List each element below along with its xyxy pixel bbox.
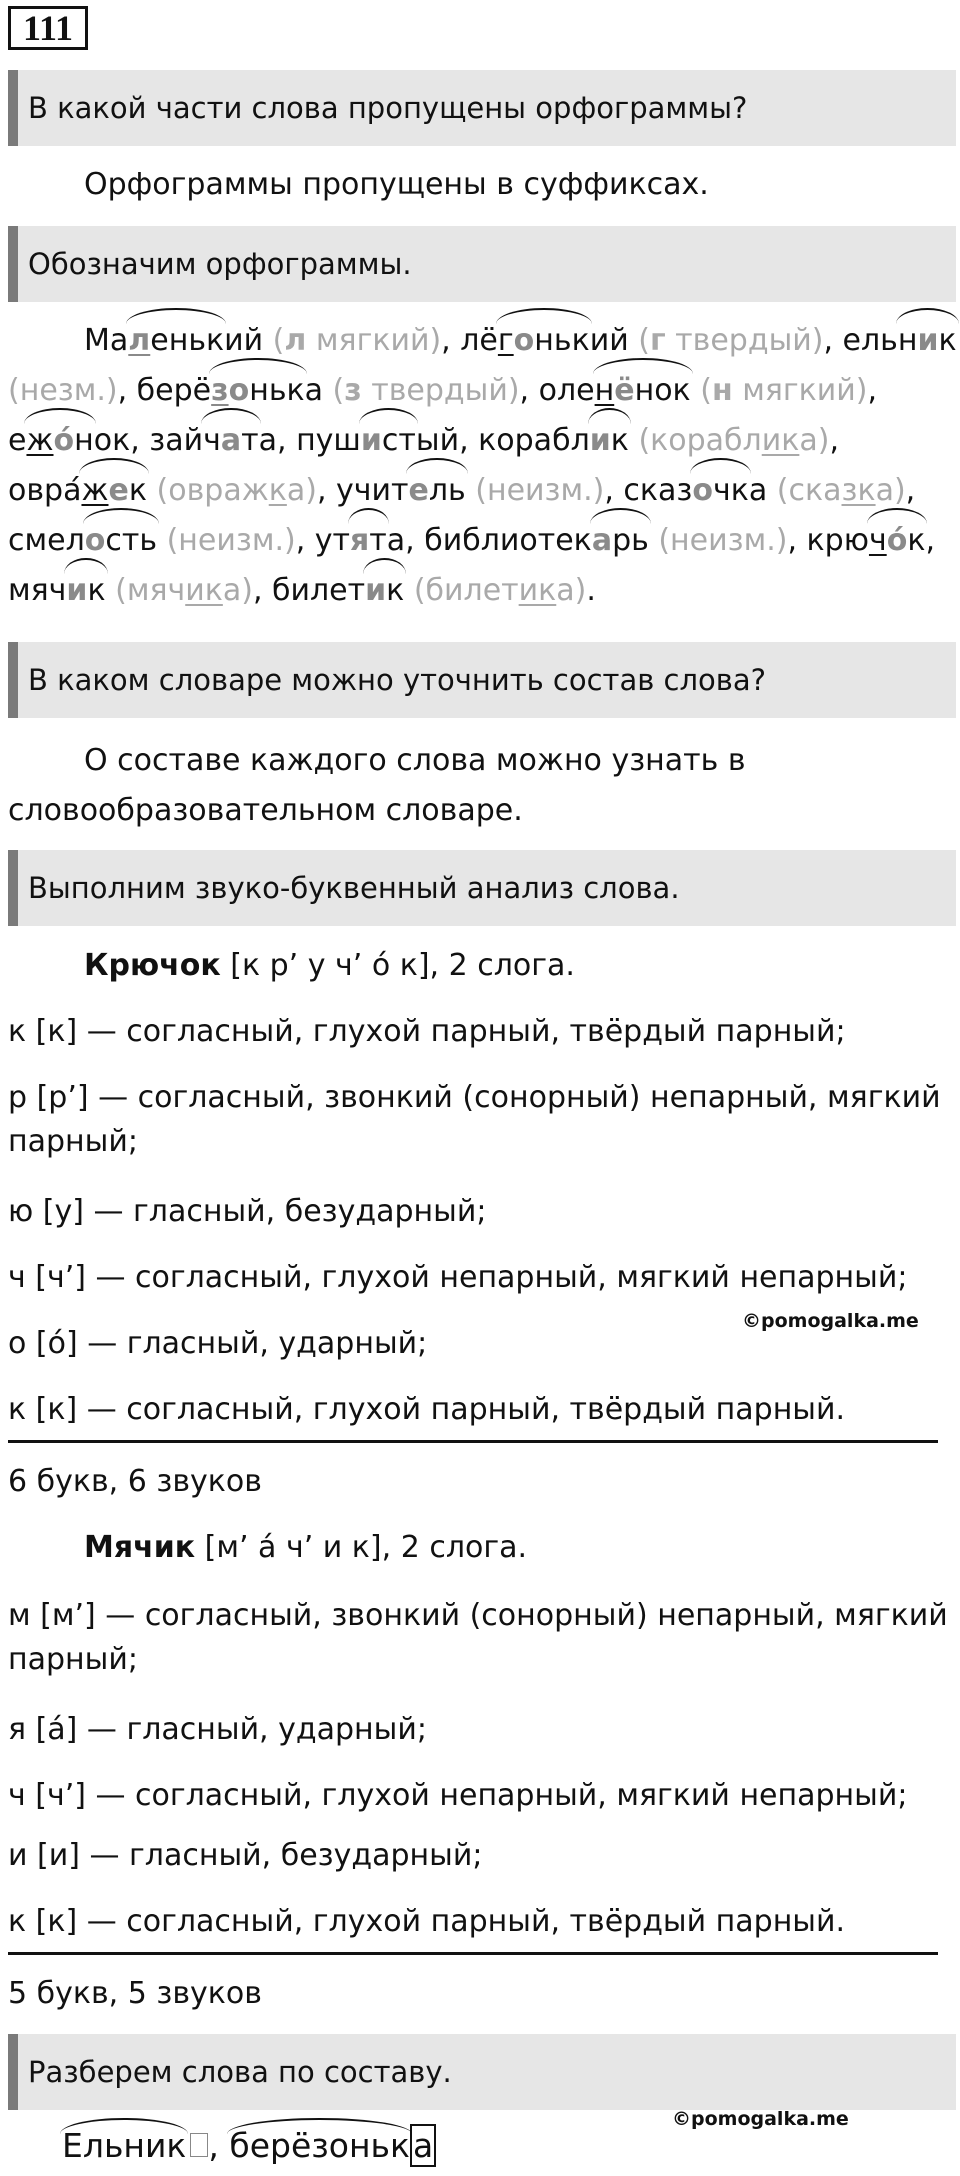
word-beryozonka-stem: берёзоньк <box>229 2124 410 2168</box>
myachik-sound-4: и [и] — гласный, безударный; <box>8 1838 483 1873</box>
question-bar-analysis: Выполним звуко-буквенный анализ слова. <box>8 850 956 926</box>
myachik-transcription: [м’ á ч’ и к], 2 слога. <box>204 1530 528 1565</box>
morpheme-analysis: Ельник , берёзонька <box>62 2124 436 2168</box>
myachik-sound-2: я [á] — гласный, ударный; <box>8 1712 427 1747</box>
myachik-word: Мячик <box>84 1530 196 1565</box>
divider <box>8 1440 938 1443</box>
watermark: ©pomogalka.me <box>742 1310 919 1332</box>
kryuchok-sound-4: ч [ч’] — согласный, глухой непарный, мягкий непарный; <box>8 1260 908 1295</box>
word-elnik: Ельник <box>62 2124 186 2168</box>
myachik-sound-1: м [м’] — согласный, звонкий (сонорный) непарный, мягкий парный; <box>8 1598 948 1677</box>
question-bar-dictionary: В каком словаре можно уточнить состав слова? <box>8 642 956 718</box>
kryuchok-summary: 6 букв, 6 звуков <box>8 1464 262 1499</box>
zero-ending-box <box>190 2133 208 2157</box>
myachik-summary: 5 букв, 5 звуков <box>8 1976 262 2011</box>
kryuchok-sound-1: к [к] — согласный, глухой парный, твёрдый парный; <box>8 1014 846 1049</box>
kryuchok-sound-2: р [р’] — согласный, звонкий (сонорный) непарный, мягкий парный; <box>8 1080 941 1159</box>
myachik-sound-3: ч [ч’] — согласный, глухой непарный, мягкий непарный; <box>8 1778 908 1813</box>
myachik-header <box>8 1526 956 1570</box>
word-beryozonka-ending: а <box>410 2124 436 2167</box>
kryuchok-header <box>8 944 956 988</box>
watermark-bottom: ©pomogalka.me <box>672 2108 849 2130</box>
question-bar-composition: Разберем слова по составу. <box>8 2034 956 2110</box>
divider <box>8 1952 938 1955</box>
question-bar-parts: В какой части слова пропущены орфограммы? <box>8 70 956 146</box>
kryuchok-transcription: [к р’ у ч’ ó к], 2 слога. <box>230 948 575 983</box>
kryuchok-word: Крючок <box>84 948 221 983</box>
task-number: 111 <box>8 6 88 50</box>
myachik-sound-5: к [к] — согласный, глухой парный, твёрдый парный. <box>8 1904 846 1939</box>
kryuchok-sound-5: о [ó] — гласный, ударный; <box>8 1326 428 1361</box>
question-bar-mark: Обозначим орфограммы. <box>8 226 956 302</box>
kryuchok-sound-3: ю [у] — гласный, безударный; <box>8 1194 487 1229</box>
orthogram-text: Маленький (л мягкий), лёгонький (г твердый), ельник (незм.), берёзонька (з твердый), оленёнок (н мягкий), ежо́нок, зайчата, пушистый, кораблик (кораблика), овра́жек (овражка), учитель (неизм.), сказочка (сказка), смелость (неизм.), утята, библиотекарь (неизм.), крючо́к, мячик (мячика), билетик (билетика). <box>8 316 956 616</box>
kryuchok-sound-6: к [к] — согласный, глухой парный, твёрдый парный. <box>8 1392 846 1427</box>
answer-dictionary: О составе каждого слова можно узнать в словообразовательном словаре. <box>8 743 746 828</box>
answer-parts: Орфограммы пропущены в суффиксах. <box>84 167 709 202</box>
